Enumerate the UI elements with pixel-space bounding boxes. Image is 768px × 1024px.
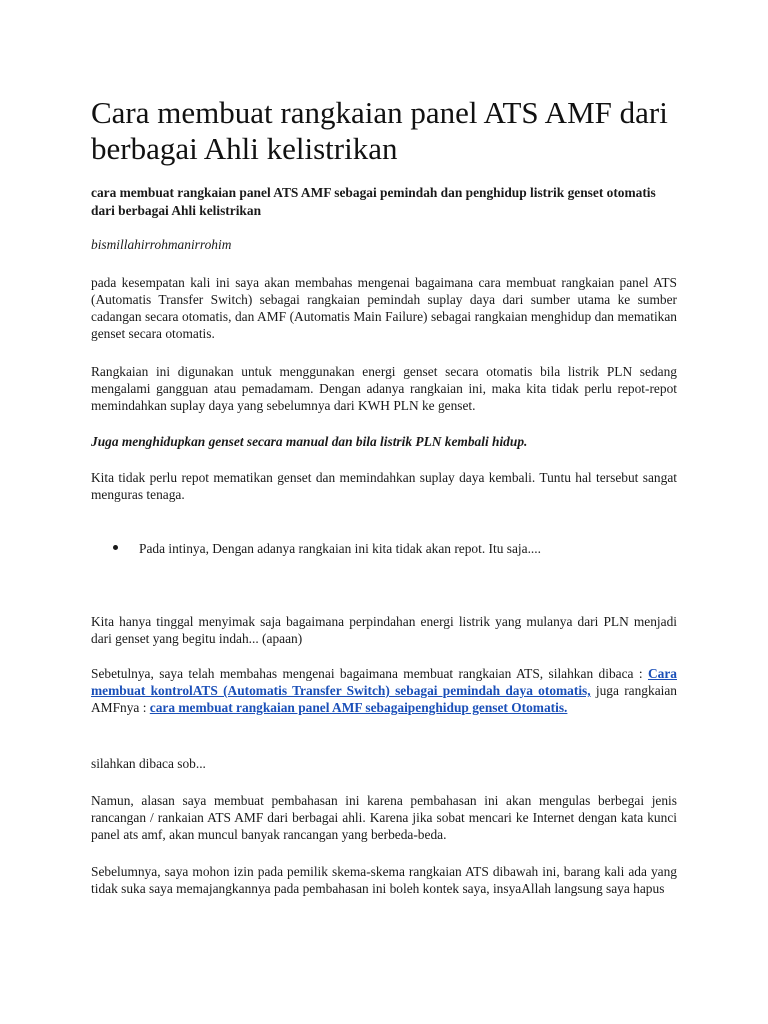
references-middle-text: juga rangkaian AMFnya : bbox=[91, 683, 678, 715]
paragraph-permission: Sebelumnya, saya mohon izin pada pemilik skema-skema rangkaian ATS dibawah ini, barang kali ada yang tidak suka saya memajangkannya pada pembahasan ini boleh kontek saya, insyaAllah langsung saya hapus bbox=[91, 864, 677, 896]
link-ats-article[interactable]: Cara membuat kontrolATS (Automatis Transfer Switch) sebagai pemindah daya otomatis, bbox=[91, 666, 677, 698]
paragraph-manual: Juga menghidupkan genset secara manual dan bila listrik PLN kembali hidup. bbox=[91, 434, 528, 449]
subtitle: cara membuat rangkaian panel ATS AMF sebagai pemindah dan penghidup listrik genset otomatis dari berbagai Ahli kelistrikan bbox=[91, 185, 656, 218]
page-title: Cara membuat rangkaian panel ATS AMF dari berbagai Ahli kelistrikan bbox=[91, 95, 668, 166]
link-amf-article[interactable]: cara membuat rangkaian panel AMF sebagaipenghidup genset Otomatis. bbox=[149, 700, 568, 715]
paragraph-effort: Kita tidak perlu repot mematikan genset dan memindahkan suplay daya kembali. Tuntu hal tersebut sangat menguras tenaga. bbox=[91, 470, 677, 502]
paragraph-intro: pada kesempatan kali ini saya akan membahas mengenai bagaimana cara membuat rangkaian panel ATS (Automatis Transfer Switch) sebagai rangkaian pemindah suplay daya dari sumber utama ke sumber cadangan secara otomatis, dan AMF (Automatis Main Failure) sebagai rangkaian menghidup dan mematikan genset secara otomatis. bbox=[91, 275, 677, 341]
paragraph-references bbox=[91, 665, 677, 716]
bullet-list-item bbox=[113, 540, 541, 557]
paragraph-usage: Rangkaian ini digunakan untuk menggunakan energi genset secara otomatis bila listrik PLN sedang mengalami gangguan atau pemadamam. Dengan adanya rangkaian ini, maka kita tidak perlu repot-repot memindahkan suplay daya yang sebelumnya dari KWH PLN ke genset. bbox=[91, 364, 677, 413]
references-lead-text: Sebetulnya, saya telah membahas mengenai bagaimana membuat rangkaian ATS, silahkan dibaca : bbox=[91, 666, 648, 681]
paragraph-reason: Namun, alasan saya membuat pembahasan ini karena pembahasan ini akan mengulas berbegai jenis rancangan / rankaian ATS AMF dari berbagai ahli. Karena jika sobat mencari ke Internet dengan kata kunci panel ats amf, akan muncul banyak rancangan yang berbeda-beda. bbox=[91, 793, 677, 842]
paragraph-read-prompt: silahkan dibaca sob... bbox=[91, 756, 206, 771]
paragraph-observe: Kita hanya tinggal menyimak saja bagaimana perpindahan energi listrik yang mulanya dari PLN menjadi dari genset yang begitu indah... (apaan) bbox=[91, 614, 677, 646]
greeting: bismillahirrohmanirrohim bbox=[91, 237, 232, 252]
bullet-text: Pada intinya, Dengan adanya rangkaian ini kita tidak akan repot. Itu saja.... bbox=[139, 541, 541, 556]
bullet-icon bbox=[113, 545, 118, 550]
